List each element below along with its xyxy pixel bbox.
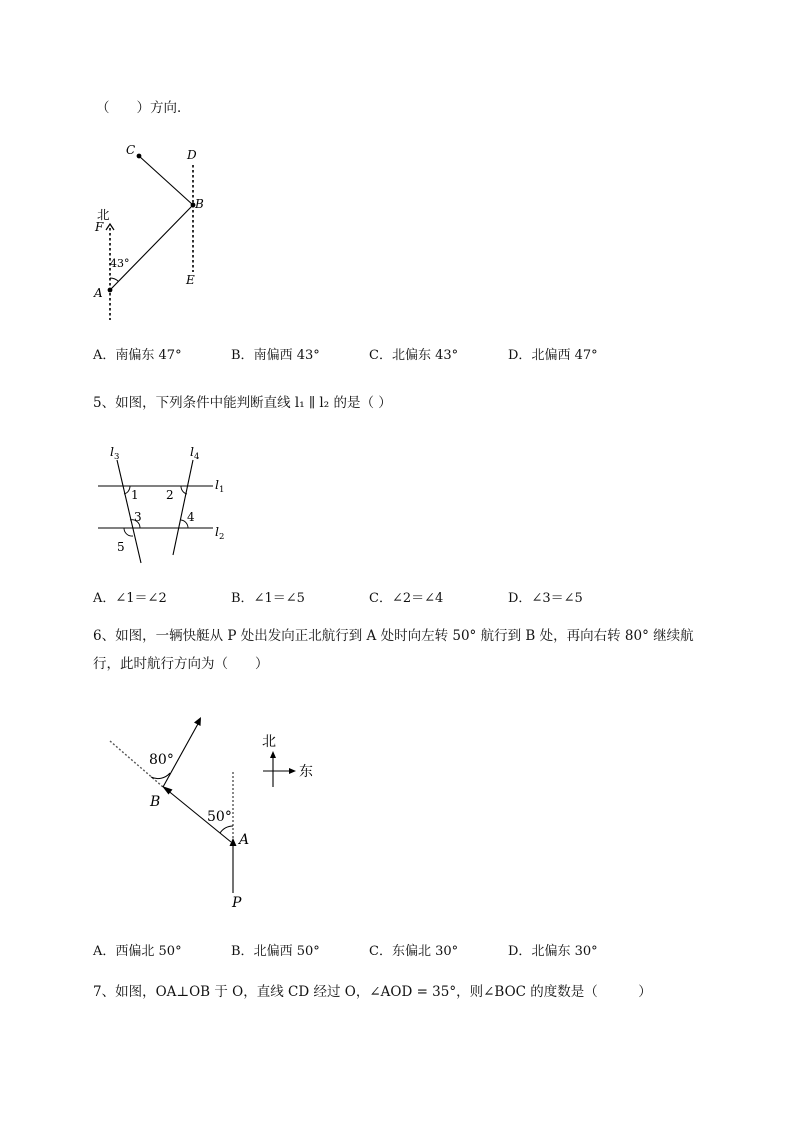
q5-label-angle-2: 2 xyxy=(166,488,174,502)
q6-option-a[interactable] xyxy=(93,940,182,959)
q4-option-a-text: 南偏东 47° xyxy=(115,348,182,363)
q4-stem-tail: （ ）方向． xyxy=(96,100,191,116)
q6-compass-north-arrow-icon xyxy=(270,751,276,758)
q5-option-c-text: ∠2＝∠4 xyxy=(391,591,444,606)
q5-option-d-text: ∠3＝∠5 xyxy=(531,591,583,606)
q6-label-north: 北 xyxy=(262,734,276,750)
q5-option-a-text: ∠1＝∠2 xyxy=(115,591,167,606)
q6-label-a: A xyxy=(239,832,250,848)
q6-angle-80-arc xyxy=(151,773,170,779)
q4-option-b-letter: B． xyxy=(231,348,254,363)
q5-label-l1: l xyxy=(215,477,219,492)
q4-option-a-letter: A． xyxy=(93,348,116,363)
q5-option-b-letter: B． xyxy=(231,591,254,606)
q6-option-d-text: 北偏东 30° xyxy=(531,944,598,959)
q4-label-e: E xyxy=(186,273,195,287)
q5-label-l1-sub: 1 xyxy=(219,485,225,495)
q4-label-north: 北 xyxy=(97,207,110,222)
q6-label-80: 80° xyxy=(149,752,174,768)
q4-option-d-text: 北偏西 47° xyxy=(531,348,598,363)
q5-label-l2-sub: 2 xyxy=(219,532,225,542)
q5-stem: 5、如图，下列条件中能判断直线 l₁ ∥ l₂ 的是（ ） xyxy=(93,395,392,411)
q5-option-d-letter: D． xyxy=(508,591,532,606)
q6-label-b: B xyxy=(150,794,161,810)
q5-label-l4: l xyxy=(190,444,194,459)
q5-option-b-text: ∠1＝∠5 xyxy=(253,591,305,606)
q7-stem: 7、如图，OA⊥OB 于 O，直线 CD 经过 O，∠AOD = 35°，则∠BOC 的度数是（ ） xyxy=(93,984,652,1000)
q6-option-d-letter: D． xyxy=(508,944,532,959)
q4-label-c: C xyxy=(126,143,136,157)
q6-stem-line2: 行，此时航行方向为（ ） xyxy=(93,656,269,672)
q6-option-b-letter: B． xyxy=(231,944,254,959)
q6-option-d[interactable] xyxy=(508,940,598,959)
q6-option-b-text: 北偏西 50° xyxy=(253,944,320,959)
q6-compass-east-arrow-icon xyxy=(289,768,296,774)
q4-label-angle: 43° xyxy=(110,257,130,270)
q5-option-c-letter: C． xyxy=(369,591,392,606)
q4-option-b-text: 南偏西 43° xyxy=(253,348,320,363)
q6-option-b[interactable] xyxy=(231,940,320,959)
q5-label-l4-sub: 4 xyxy=(194,452,200,462)
q4-option-c-letter: C． xyxy=(369,348,392,363)
q5-label-l3: l xyxy=(110,444,114,459)
q4-label-b: B xyxy=(195,197,204,211)
q5-label-l3-sub: 3 xyxy=(114,452,120,462)
q4-label-f: F xyxy=(95,220,104,234)
q5-label-angle-3: 3 xyxy=(134,510,142,524)
q5-label-angle-4: 4 xyxy=(187,510,195,524)
q5-option-a-letter: A． xyxy=(93,591,116,606)
q6-option-c[interactable] xyxy=(369,940,458,959)
q5-label-angle-5: 5 xyxy=(117,540,125,554)
q5-label-angle-1: 1 xyxy=(131,488,139,502)
q6-angle-50-arc xyxy=(220,826,233,833)
q6-stem-line1: 6、如图，一辆快艇从 P 处出发向正北航行到 A 处时向左转 50° 航行到 B 处，再向右转 80° 继续航 xyxy=(93,628,694,644)
q6-option-a-letter: A． xyxy=(93,944,116,959)
q6-label-east: 东 xyxy=(299,764,313,780)
q4-label-a: A xyxy=(94,286,103,300)
q6-option-c-text: 东偏北 30° xyxy=(391,944,459,959)
q4-option-d-letter: D． xyxy=(508,348,532,363)
q4-option-c-text: 北偏东 43° xyxy=(391,348,459,363)
q6-option-c-letter: C． xyxy=(369,944,392,959)
q6-option-a-text: 西偏北 50° xyxy=(115,944,182,959)
q6-label-50: 50° xyxy=(207,809,232,825)
q4-label-d: D xyxy=(187,148,197,162)
q5-label-l2: l xyxy=(215,524,219,539)
q6-label-p: P xyxy=(232,895,242,911)
